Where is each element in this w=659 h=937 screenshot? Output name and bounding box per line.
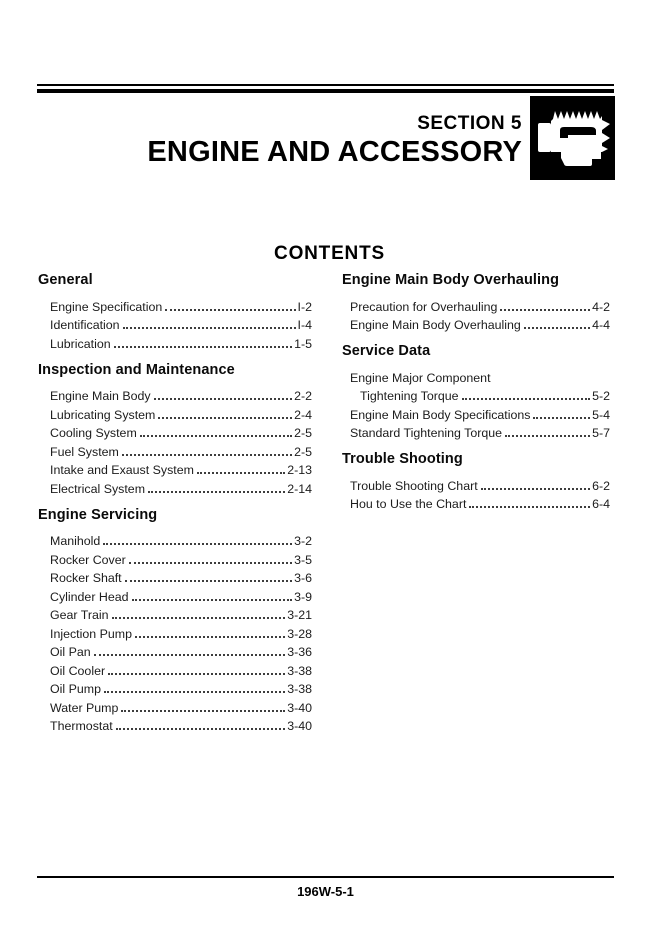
dot-leader-icon <box>469 506 590 508</box>
dot-leader-icon <box>154 398 293 400</box>
dot-leader-icon <box>197 472 285 474</box>
toc-column-right <box>342 273 610 523</box>
toc-item-page: 5-4 <box>592 407 610 422</box>
toc-item <box>50 422 312 441</box>
toc-item-label: Lubrication <box>50 336 111 351</box>
toc-item <box>50 696 312 715</box>
toc-item-list <box>38 385 312 496</box>
toc-section-heading: Engine Main Body Overhauling <box>342 272 560 288</box>
toc-item-label: Electrical System <box>50 481 146 496</box>
toc-item-page: 5-7 <box>592 426 610 440</box>
toc-item-list <box>38 530 312 734</box>
dot-leader-icon <box>121 710 285 712</box>
dot-leader-icon <box>129 562 292 564</box>
toc-item-page: 2-5 <box>294 444 312 459</box>
toc-item-label: Oil Pan <box>50 645 91 659</box>
toc-item-page: 1-5 <box>294 336 312 351</box>
toc-item-label: Rocker Cover <box>50 552 126 567</box>
toc-item-label: Lubricating System <box>50 407 156 422</box>
toc-item <box>50 403 312 422</box>
toc-item <box>350 295 610 314</box>
toc-item-page: I-4 <box>297 318 312 332</box>
toc-item-page: 4-2 <box>592 299 610 314</box>
section-header <box>147 113 522 168</box>
toc-section-heading: General <box>38 272 93 288</box>
dot-leader-icon <box>140 435 292 437</box>
toc-item <box>50 548 312 567</box>
toc-item-label: Trouble Shooting Chart <box>350 478 478 493</box>
toc-section-heading: Engine Servicing <box>38 506 158 523</box>
toc-item <box>350 422 610 441</box>
toc-item-page: 3-9 <box>294 589 312 604</box>
dot-leader-icon <box>122 454 292 456</box>
toc-item <box>50 440 312 459</box>
toc-item-list <box>342 366 610 440</box>
footer-rule <box>37 876 614 878</box>
toc-item-label: Precaution for Overhauling <box>350 299 498 314</box>
dot-leader-icon <box>500 309 590 311</box>
toc-section <box>342 273 610 332</box>
toc-item-label: Oil Pump <box>50 682 101 696</box>
toc-item <box>50 295 312 314</box>
toc-column-left <box>38 273 312 745</box>
toc-item-label: Cooling System <box>50 426 137 440</box>
toc-item-label: Fuel System <box>50 444 119 459</box>
toc-section-heading: Inspection and Maintenance <box>38 361 235 378</box>
toc-item-label: Engine Main Body Specifications <box>350 407 531 422</box>
toc-item-page: 3-2 <box>294 534 312 548</box>
section-label: SECTION 5 <box>417 113 522 134</box>
toc-item <box>50 530 312 549</box>
dot-leader-icon <box>112 617 286 619</box>
toc-item <box>50 385 312 404</box>
toc-item-page: 3-38 <box>287 682 312 696</box>
toc-item-page: 2-14 <box>287 481 312 496</box>
toc-item-list <box>342 295 610 332</box>
contents-title: CONTENTS <box>274 243 385 264</box>
toc-item-label: Standard Tightening Torque <box>350 426 503 440</box>
toc-item-label: Engine Main Body Overhauling <box>350 318 521 332</box>
toc-item <box>50 567 312 586</box>
top-rule-thin <box>37 84 614 86</box>
toc-item <box>50 585 312 604</box>
toc-item <box>50 715 312 734</box>
toc-item-label: Tightening Torque <box>360 389 459 403</box>
toc-item <box>50 477 312 496</box>
dot-leader-icon <box>481 488 590 490</box>
top-rule-thick <box>37 89 614 93</box>
toc-item <box>350 474 610 493</box>
toc-item <box>50 678 312 697</box>
toc-item-label: Rocker Shaft <box>50 571 122 585</box>
toc-item <box>50 314 312 333</box>
toc-item-page: 3-40 <box>287 719 312 733</box>
dot-leader-icon <box>114 346 292 348</box>
dot-leader-icon <box>108 673 285 675</box>
dot-leader-icon <box>505 435 590 437</box>
toc-item-page: 2-2 <box>294 389 312 403</box>
toc-item-page: 3-38 <box>287 663 312 678</box>
toc-item-page: 3-6 <box>294 571 312 585</box>
toc-item-label: Intake and Exaust System <box>50 463 194 477</box>
dot-leader-icon <box>148 491 285 493</box>
toc-section <box>342 452 610 511</box>
toc-section-heading: Trouble Shooting <box>342 451 463 467</box>
toc-item-list <box>342 474 610 511</box>
toc-item-label: Engine Main Body <box>50 389 151 403</box>
toc-item-label: Water Pump <box>50 700 119 715</box>
toc-item <box>50 659 312 678</box>
toc-item <box>350 314 610 333</box>
footer-page-code: 196W-5-1 <box>297 884 354 899</box>
dot-leader-icon <box>533 417 590 419</box>
dot-leader-icon <box>135 636 285 638</box>
dot-leader-icon <box>103 543 292 545</box>
toc-item-label: Injection Pump <box>50 626 132 641</box>
toc-item-label: Cylinder Head <box>50 589 129 604</box>
toc-item <box>50 604 312 623</box>
toc-item-page: 3-40 <box>287 700 312 715</box>
dot-leader-icon <box>116 728 286 730</box>
dot-leader-icon <box>158 417 292 419</box>
toc-item <box>350 403 610 422</box>
toc-section <box>38 363 312 496</box>
toc-item-page: 6-4 <box>592 497 610 511</box>
toc-item-label: Identification <box>50 318 120 332</box>
toc-item <box>350 366 610 385</box>
toc-item-page: 3-28 <box>287 626 312 641</box>
toc-section <box>38 273 312 351</box>
toc-item-page: 3-21 <box>287 608 312 622</box>
engine-icon <box>530 96 615 180</box>
dot-leader-icon <box>132 599 293 601</box>
toc-section <box>38 508 312 734</box>
toc-item-label: Engine Specification <box>50 299 163 314</box>
toc-item-label: Engine Major Component <box>350 370 491 385</box>
toc-item-label: Thermostat <box>50 719 113 733</box>
toc-item-page: 3-36 <box>287 645 312 659</box>
dot-leader-icon <box>462 398 591 400</box>
toc-item <box>350 385 610 404</box>
toc-item <box>50 622 312 641</box>
toc-item-page: 6-2 <box>592 478 610 493</box>
toc-item-label: Gear Train <box>50 608 109 622</box>
toc-item-label: Oil Cooler <box>50 663 106 678</box>
toc-item-page: 2-5 <box>294 426 312 440</box>
dot-leader-icon <box>104 691 285 693</box>
toc-item <box>50 332 312 351</box>
dot-leader-icon <box>94 654 286 656</box>
dot-leader-icon <box>524 327 590 329</box>
toc-item-page: 2-4 <box>294 407 312 422</box>
toc-item-page: 2-13 <box>287 463 312 477</box>
toc-item-list <box>38 295 312 351</box>
toc-item-page: 3-5 <box>294 552 312 567</box>
dot-leader-icon <box>123 327 296 329</box>
toc-section <box>342 344 610 440</box>
toc-item <box>350 493 610 512</box>
toc-item-label: Manihold <box>50 534 101 548</box>
toc-item <box>50 641 312 660</box>
toc-item-page: 5-2 <box>592 389 610 403</box>
dot-leader-icon <box>125 580 292 582</box>
page-title: ENGINE AND ACCESSORY <box>147 136 522 168</box>
toc-section-heading: Service Data <box>342 343 431 359</box>
toc-item <box>50 459 312 478</box>
toc-item-label: Hou to Use the Chart <box>350 497 467 511</box>
toc-item-page: I-2 <box>297 299 312 314</box>
toc-item-page: 4-4 <box>592 318 610 332</box>
dot-leader-icon <box>165 309 295 311</box>
